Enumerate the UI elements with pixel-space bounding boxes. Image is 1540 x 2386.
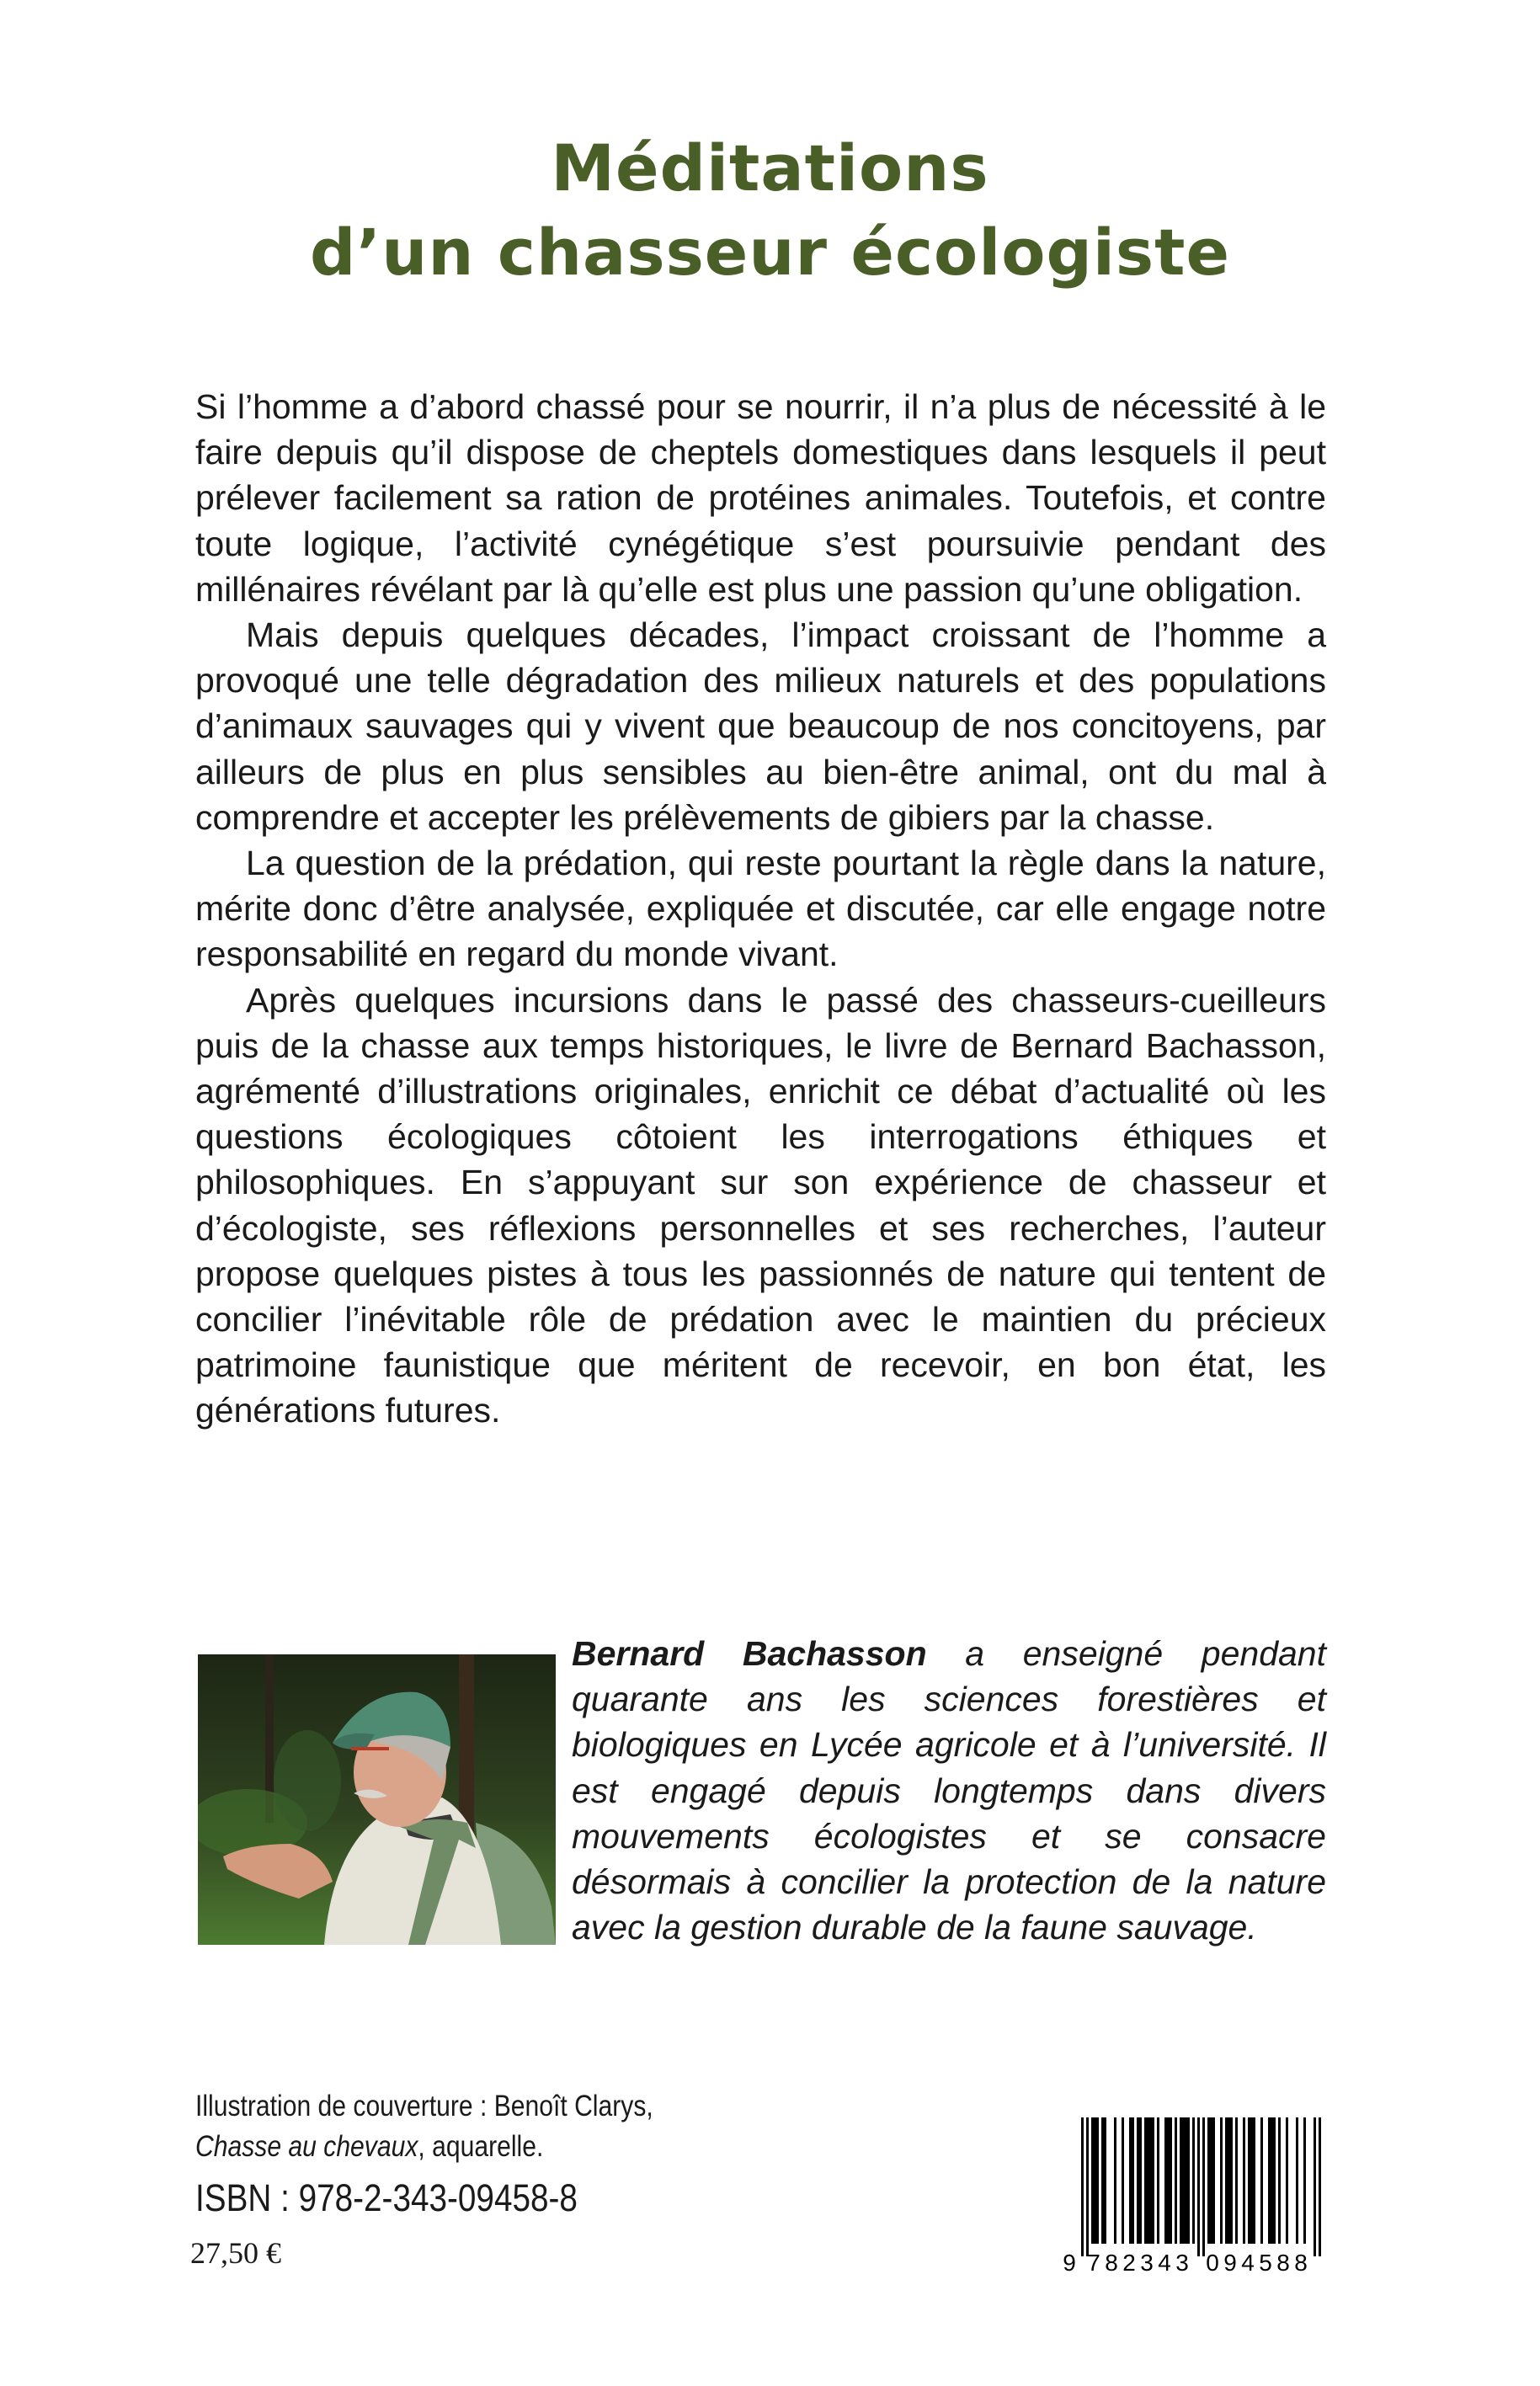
barcode-bar <box>1268 2117 1271 2244</box>
blurb <box>195 384 1326 1434</box>
barcode-bar <box>1243 2117 1245 2244</box>
barcode-bar <box>1303 2117 1306 2244</box>
barcode-bar <box>1235 2117 1238 2244</box>
barcode-bar <box>1187 2117 1190 2244</box>
barcode-digit: 3 <box>1175 2250 1189 2273</box>
barcode-bar <box>1122 2117 1124 2244</box>
blurb-paragraph: Si l’homme a d’abord chassé pour se nourrir, il n’a plus de nécessité à le faire depuis qu’il dispose de cheptels domestiques dans lesquels il peut prélever facilement sa ration de protéines animales. Toutefois, et contre toute logique, l’activité cynégétique s’est poursuivie pendant des millénaires révélant par là qu’elle est plus une passion qu’une obligation. <box>195 387 1326 609</box>
title-line-1: Méditations <box>551 130 989 205</box>
barcode-bar <box>1220 2117 1223 2244</box>
barcode-bar <box>1230 2117 1233 2244</box>
barcode-bar <box>1147 2117 1149 2244</box>
barcode-bar <box>1081 2117 1084 2256</box>
barcode-digit: 7 <box>1087 2250 1100 2273</box>
barcode-bar <box>1253 2117 1255 2244</box>
barcode-bar <box>1086 2117 1089 2256</box>
barcode-digit: 8 <box>1276 2250 1290 2273</box>
barcode-bar <box>1314 2117 1316 2256</box>
barcode-bar <box>1225 2117 1228 2244</box>
barcode-bar <box>1139 2117 1142 2244</box>
barcode-bar <box>1212 2117 1215 2244</box>
barcode-bar <box>1167 2117 1170 2244</box>
blurb-paragraph: La question de la prédation, qui reste pourtant la règle dans la nature, mérite donc d’être analysée, expliquée et discutée, car elle engage notre responsabilité en regard du monde vivant. <box>195 844 1326 974</box>
barcode-bar <box>1185 2117 1187 2244</box>
barcode-digit: 8 <box>1105 2250 1118 2273</box>
barcode-digit: 9 <box>1223 2250 1237 2273</box>
barcode-digit: 3 <box>1140 2250 1154 2273</box>
credit-line-2: , aquarelle. <box>418 2130 544 2163</box>
barcode-bar <box>1091 2117 1094 2244</box>
book-title <box>0 126 1540 295</box>
barcode-bar <box>1137 2117 1139 2244</box>
barcode-bar <box>1228 2117 1230 2244</box>
barcode-bar <box>1096 2117 1099 2244</box>
barcode-bar <box>1273 2117 1276 2244</box>
barcode-bar <box>1157 2117 1159 2244</box>
author-photo-drawing <box>198 1654 556 1945</box>
barcode-bar <box>1129 2117 1132 2244</box>
barcode-digit: 4 <box>1158 2250 1171 2273</box>
blurb-paragraph: Mais depuis quelques décades, l’impact croissant de l’homme a provoqué une telle dégradation des milieux naturels et des populations d’animaux sauvages qui y vivent que beaucoup de nos concitoyens, par ailleurs de plus en plus sensibles au bien-être animal, ont du mal à comprendre et accepter les prélèvements de gibiers par la chasse. <box>195 615 1326 837</box>
barcode-bar <box>1192 2117 1195 2244</box>
barcode <box>1063 2117 1329 2273</box>
barcode-bar <box>1180 2117 1182 2244</box>
barcode-digit: 8 <box>1294 2250 1308 2273</box>
author-name: Bernard Bachasson <box>572 1634 927 1673</box>
blurb-paragraph: Après quelques incursions dans le passé des chasseurs-cueilleurs puis de la chasse aux temps historiques, le livre de Bernard Bachasson, agrémenté d’illustrations originales, enrichit ce débat d’actualité où les questions écologiques côtoient les interrogations éthiques et philosophiques. En s’appuyant sur son expérience de chasseur et d’écologiste, ses réflexions personnelles et ses recherches, l’auteur propose quelques pistes à tous les passionnés de nature qui tentent de concilier l’inévitable rôle de prédation avec le maintien du précieux patrimoine faunistique que méritent de recevoir, en bon état, les générations futures. <box>195 980 1326 1430</box>
barcode-bar <box>1182 2117 1185 2244</box>
barcode-bar <box>1286 2117 1288 2244</box>
price: 27,50 € <box>190 2236 281 2270</box>
barcode-bar <box>1149 2117 1152 2244</box>
barcode-bar <box>1250 2117 1253 2244</box>
barcode-bar <box>1170 2117 1172 2244</box>
cover-credits <box>195 2086 653 2167</box>
barcode-bar <box>1197 2117 1200 2256</box>
barcode-bar <box>1104 2117 1106 2244</box>
barcode-bar <box>1094 2117 1096 2244</box>
barcode-bar <box>1319 2117 1321 2256</box>
barcode-bar <box>1114 2117 1116 2244</box>
barcode-bar <box>1207 2117 1210 2244</box>
barcode-bar <box>1271 2117 1273 2244</box>
barcode-bar <box>1278 2117 1281 2244</box>
barcode-digit: 2 <box>1122 2250 1136 2273</box>
barcode-bar <box>1260 2117 1263 2244</box>
title-line-2: d’un chasseur écologiste <box>309 215 1231 290</box>
barcode-bar <box>1132 2117 1134 2244</box>
barcode-bar <box>1164 2117 1167 2244</box>
barcode-digit: 9 <box>1063 2250 1076 2273</box>
barcode-bar <box>1248 2117 1250 2244</box>
barcode-digit: 5 <box>1259 2250 1272 2273</box>
barcode-digit: 0 <box>1206 2250 1219 2273</box>
author-bio <box>572 1631 1326 1950</box>
barcode-bar <box>1101 2117 1104 2244</box>
barcode-bar <box>1202 2117 1205 2256</box>
credit-line-1: Illustration de couverture : Benoît Clarys, <box>195 2090 653 2122</box>
barcode-digit: 4 <box>1241 2250 1255 2273</box>
author-photo <box>198 1654 556 1945</box>
credit-work-title: Chasse au chevaux <box>195 2130 418 2163</box>
barcode-bar <box>1152 2117 1154 2244</box>
isbn: ISBN : 978-2-343-09458-8 <box>195 2176 578 2219</box>
credit-line-2-wrapper <box>195 2127 653 2167</box>
barcode-bar <box>1175 2117 1177 2244</box>
barcode-bar <box>1210 2117 1212 2244</box>
barcode-bar <box>1296 2117 1298 2244</box>
author-bio-text: a enseigné pendant quarante ans les sciences forestières et biologiques en Lycée agricole et à l’université. Il est engagé depuis longtemps dans divers mouvements écologistes et se consacre désormais à concilier la protection de la nature avec la gestion durable de la faune sauvage. <box>572 1634 1327 1947</box>
barcode-bar <box>1144 2117 1147 2244</box>
